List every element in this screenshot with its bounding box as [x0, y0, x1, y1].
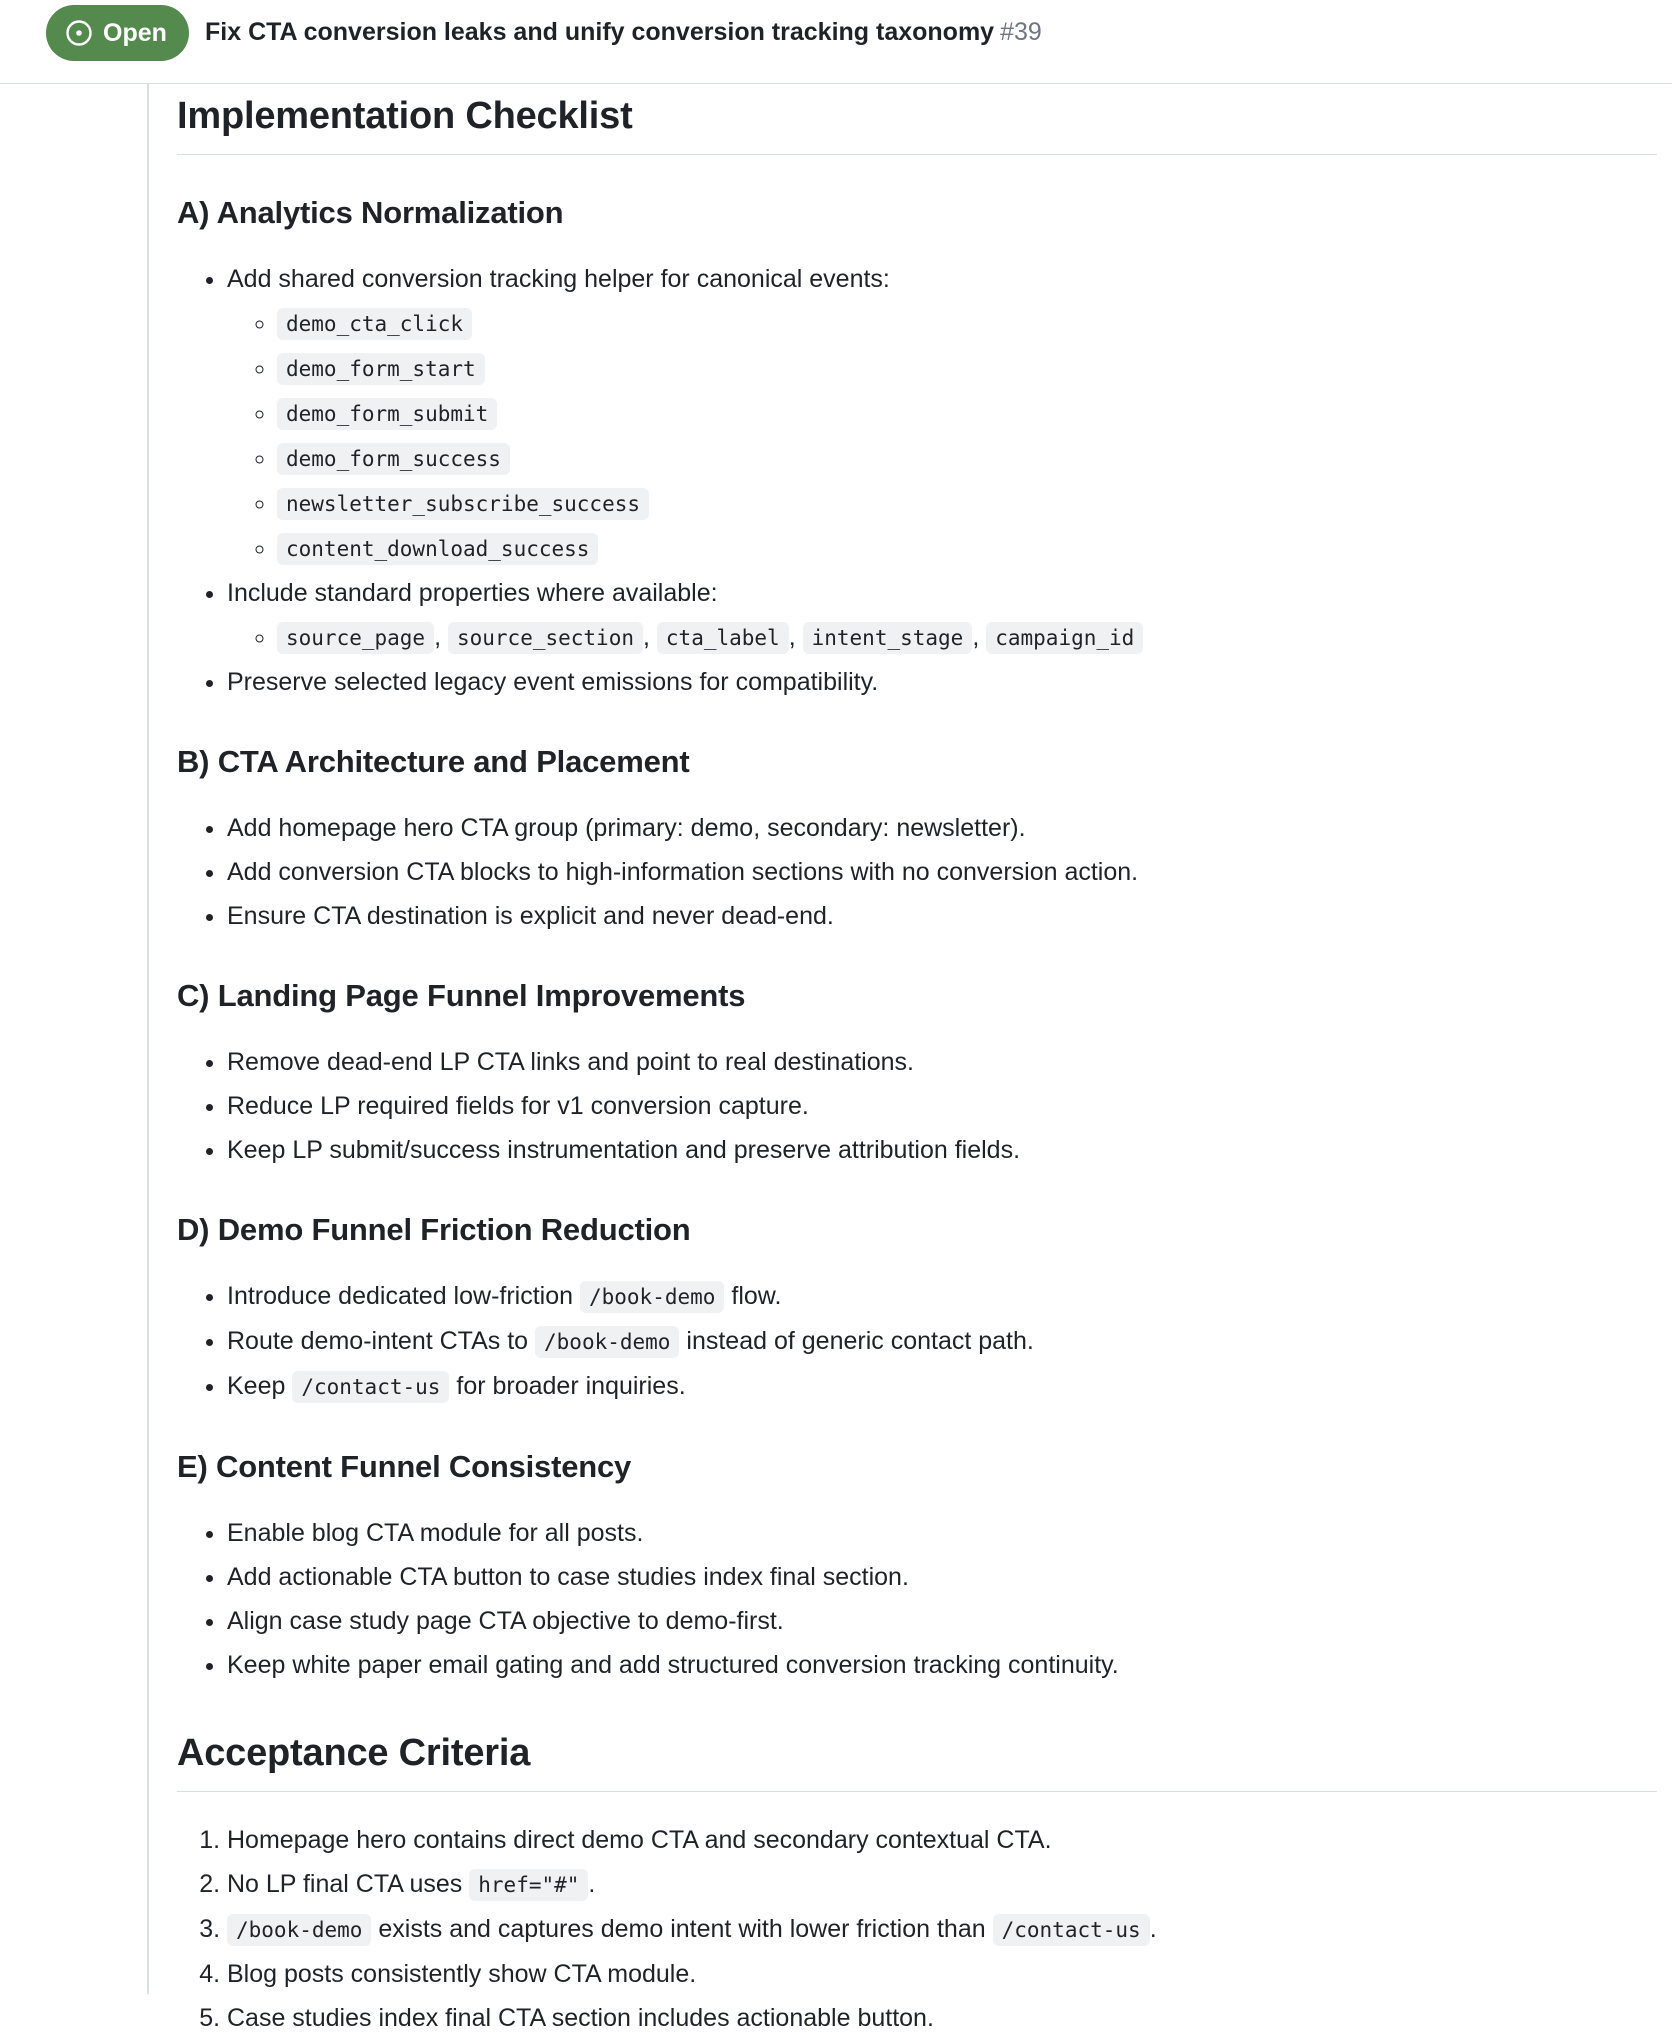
section-a-list [177, 257, 1657, 704]
list-item-text: Add shared conversion tracking helper for canonical events: [227, 265, 890, 293]
inline-code: /contact-us [993, 1914, 1150, 1946]
event-code: newsletter_subscribe_success [277, 488, 649, 520]
event-code: demo_form_submit [277, 398, 497, 430]
section-c-heading: C) Landing Page Funnel Improvements [177, 978, 746, 1013]
list-item-text: . [588, 1870, 596, 1898]
list-item [227, 1862, 1657, 1907]
section-a-heading: A) Analytics Normalization [177, 195, 564, 230]
list-item: • Keep LP submit/success instrumentation and preserve attribution fields. [227, 1128, 1657, 1172]
section-d-heading: D) Demo Funnel Friction Reduction [177, 1212, 691, 1247]
section-e-heading: E) Content Funnel Consistency [177, 1449, 632, 1484]
list-item: • Keep white paper email gating and add structured conversion tracking continuity. [227, 1643, 1657, 1687]
list-item: 4. Blog posts consistently show CTA module. [227, 1952, 1657, 1996]
route-code: /contact-us [292, 1371, 449, 1403]
props-list [227, 615, 1657, 660]
prop-code: source_page [277, 622, 434, 654]
list-item-text: for broader inquiries. [456, 1372, 686, 1400]
separator: , [643, 623, 650, 651]
list-item [277, 391, 1657, 436]
issue-state-label: Open [103, 18, 167, 47]
issue-number[interactable]: #39 [1000, 18, 1042, 46]
list-item: • Add actionable CTA button to case studies index final section. [227, 1555, 1657, 1599]
route-code: /book-demo [535, 1326, 679, 1358]
list-item-text: . [1149, 1915, 1157, 1943]
list-item-text: Preserve selected legacy event emissions for compatibility. [227, 668, 879, 696]
inline-code: href="#" [469, 1869, 588, 1901]
issue-header [0, 0, 1672, 84]
issue-body [177, 84, 1657, 2040]
list-item [227, 1274, 1657, 1319]
list-item [277, 301, 1657, 346]
list-item [277, 526, 1657, 571]
list-item [227, 1364, 1657, 1409]
list-item: • Align case study page CTA objective to demo-first. [227, 1599, 1657, 1643]
list-item [277, 436, 1657, 481]
list-item [227, 257, 1657, 571]
timeline-rail [147, 84, 149, 1994]
prop-code: intent_stage [803, 622, 973, 654]
list-item-text: No LP final CTA uses [227, 1870, 463, 1898]
list-item [227, 571, 1657, 660]
list-item: • Ensure CTA destination is explicit and never dead-end. [227, 894, 1657, 938]
list-item: 1. Homepage hero contains direct demo CTA and secondary contextual CTA. [227, 1818, 1657, 1862]
event-code: content_download_success [277, 533, 598, 565]
section-c-list [177, 1040, 1657, 1172]
event-code: demo_cta_click [277, 308, 472, 340]
prop-code: cta_label [657, 622, 789, 654]
checklist-heading: Implementation Checklist [177, 88, 1657, 155]
separator: , [434, 623, 442, 651]
acceptance-list [177, 1818, 1657, 2040]
list-item-text: Include standard properties where available: [227, 579, 718, 607]
prop-code: campaign_id [986, 622, 1143, 654]
inline-code: /book-demo [227, 1914, 371, 1946]
events-list [227, 301, 1657, 571]
prop-code: source_section [448, 622, 643, 654]
event-code: demo_form_success [277, 443, 510, 475]
list-item-text: Introduce dedicated low-friction [227, 1282, 574, 1310]
list-item-text: exists and captures demo intent with lower friction than [378, 1915, 986, 1943]
issue-title-text: Fix CTA conversion leaks and unify conversion tracking taxonomy [205, 18, 995, 46]
separator: , [788, 623, 796, 651]
route-code: /book-demo [580, 1281, 724, 1313]
list-item: • Add conversion CTA blocks to high-information sections with no conversion action. [227, 850, 1657, 894]
section-b-heading: B) CTA Architecture and Placement [177, 744, 690, 779]
acceptance-heading: Acceptance Criteria [177, 1725, 1657, 1792]
list-item-text: flow. [731, 1282, 782, 1310]
list-item-text: Keep [227, 1372, 286, 1400]
list-item: • Remove dead-end LP CTA links and point to real destinations. [227, 1040, 1657, 1084]
section-b-list [177, 806, 1657, 938]
list-item-text: instead of generic contact path. [686, 1327, 1034, 1355]
list-item: • Enable blog CTA module for all posts. [227, 1511, 1657, 1555]
issue-state-badge [46, 5, 189, 61]
issue-open-icon [65, 19, 93, 47]
list-item [227, 660, 1657, 704]
list-item [277, 615, 1657, 660]
list-item [227, 1907, 1657, 1952]
list-item-text: Route demo-intent CTAs to [227, 1327, 529, 1355]
separator: , [972, 623, 980, 651]
list-item [277, 346, 1657, 391]
section-e-list [177, 1511, 1657, 1687]
section-d-list [177, 1274, 1657, 1409]
list-item: • Reduce LP required fields for v1 conversion capture. [227, 1084, 1657, 1128]
list-item: 5. Case studies index final CTA section includes actionable button. [227, 1996, 1657, 2040]
list-item [277, 481, 1657, 526]
list-item [227, 1319, 1657, 1364]
event-code: demo_form_start [277, 353, 485, 385]
list-item: • Add homepage hero CTA group (primary: demo, secondary: newsletter). [227, 806, 1657, 850]
issue-title [205, 15, 1042, 49]
